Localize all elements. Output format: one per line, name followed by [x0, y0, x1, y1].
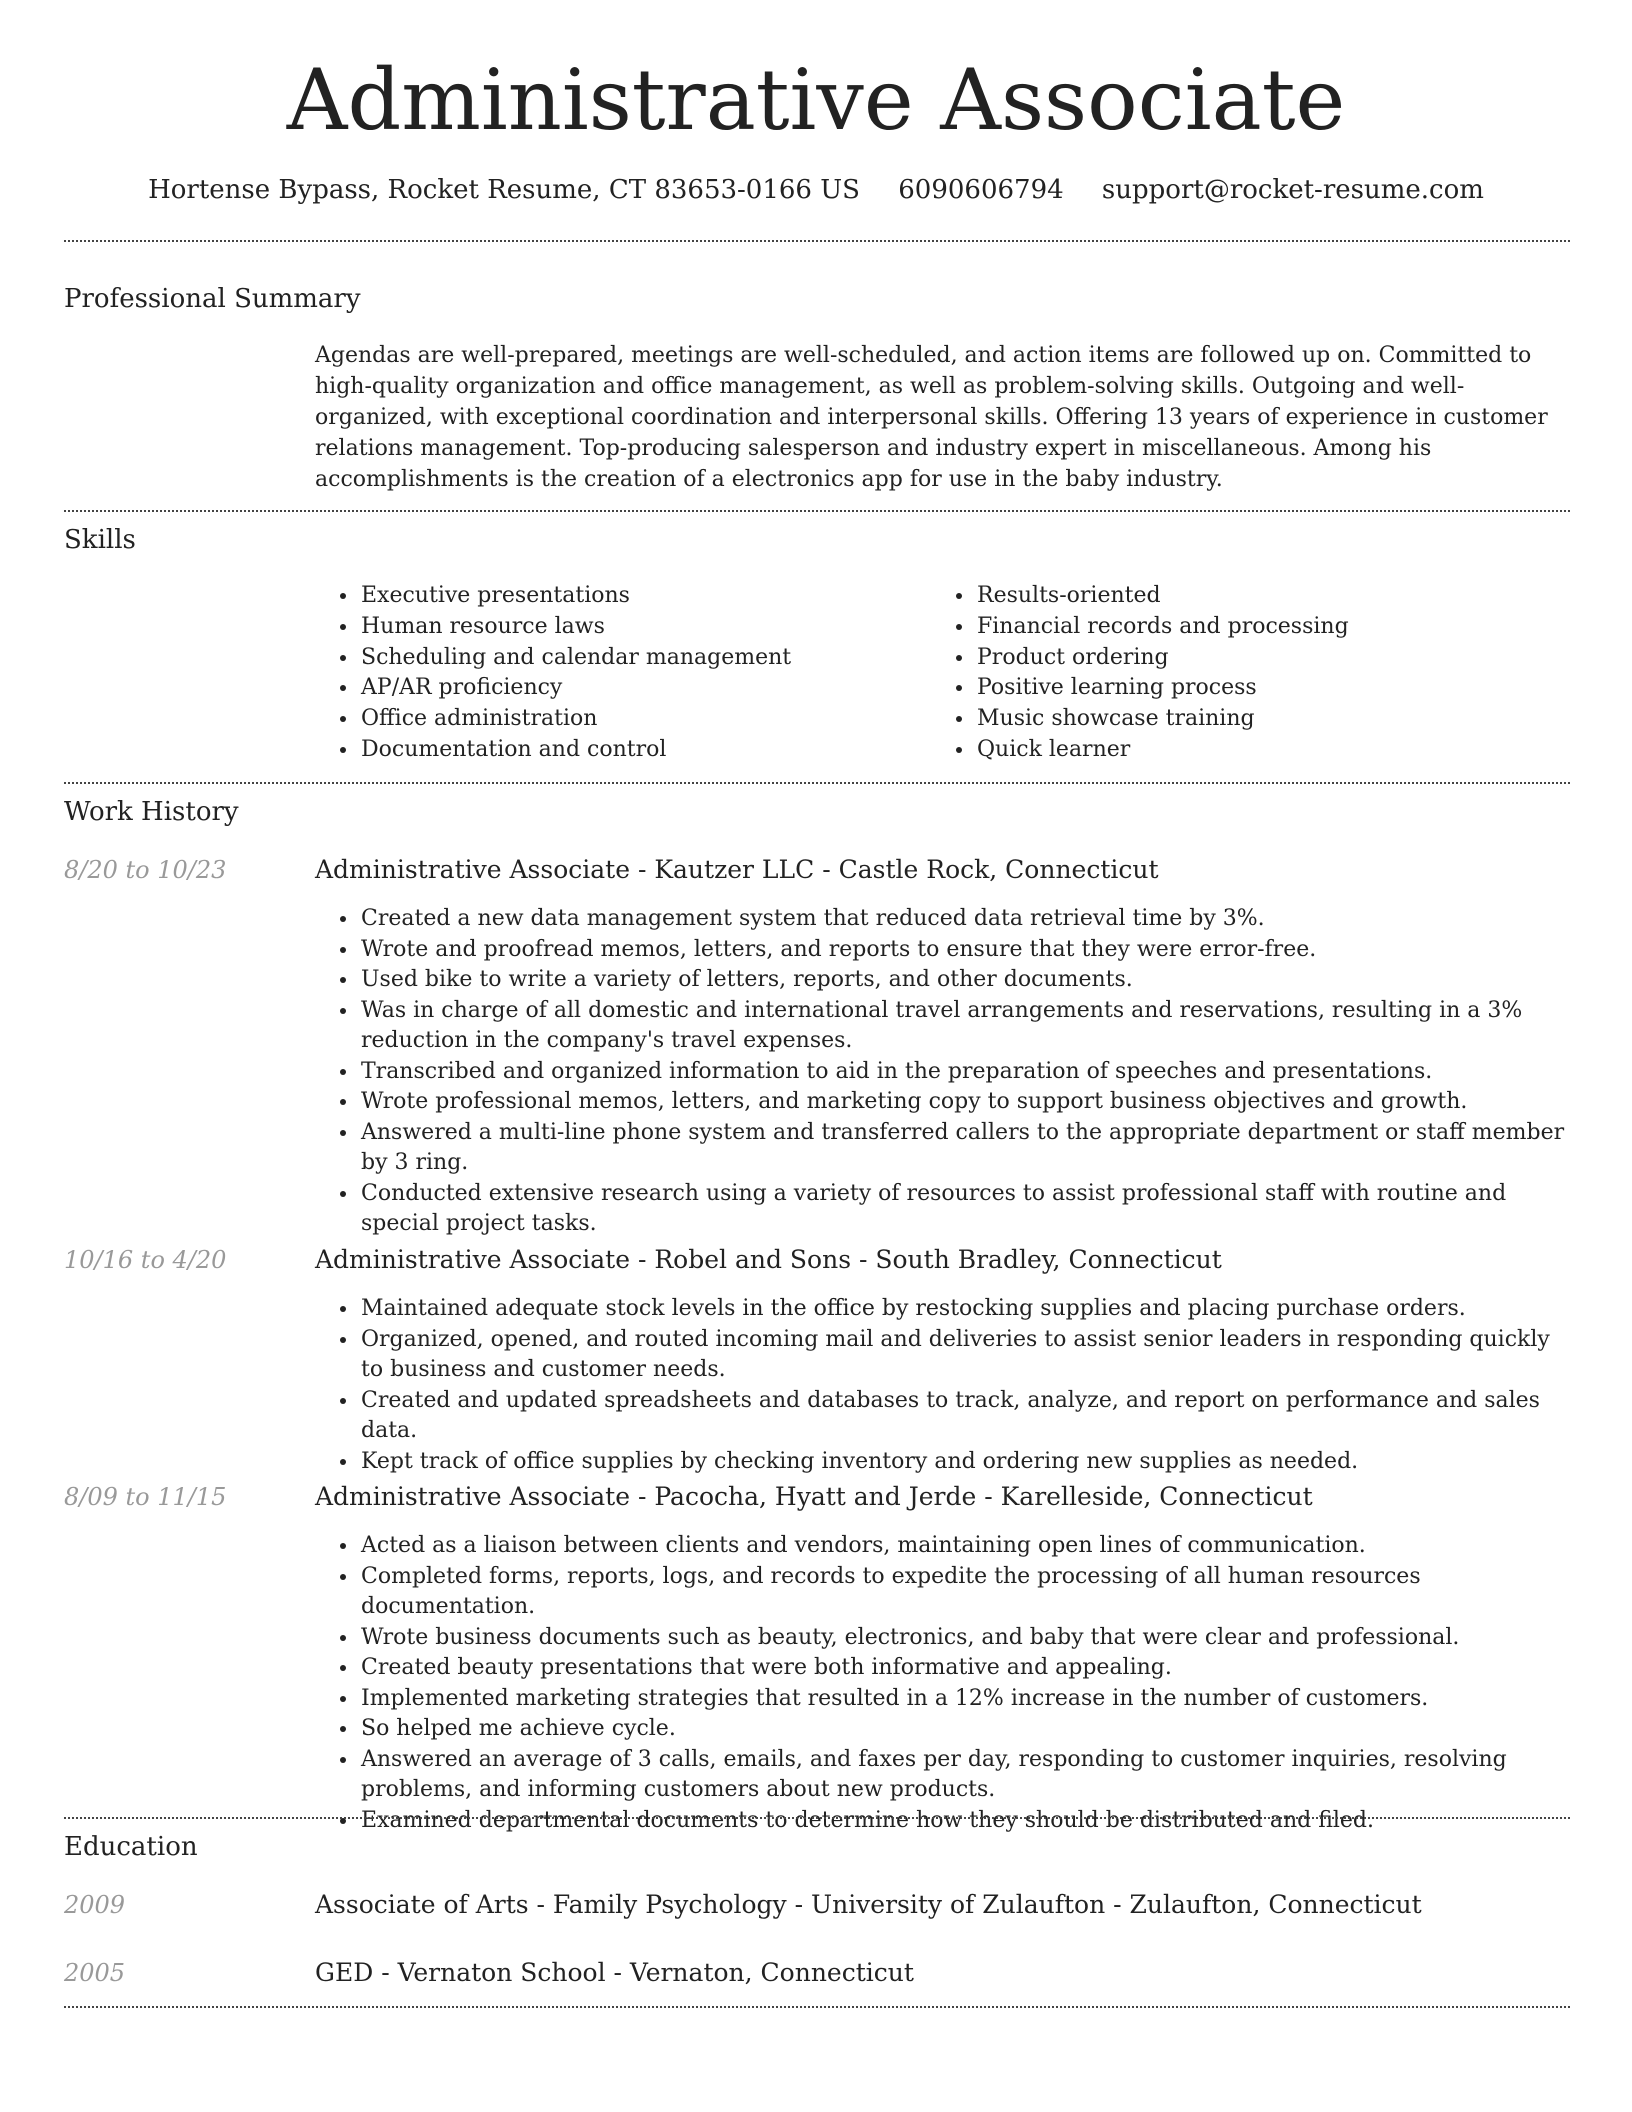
summary-text: Agendas are well-prepared, meetings are well-scheduled, and action items are followed up on. Committed to high-quality organization and office management, as well as problem-solving skills. Outgoing and well-organized, with exceptional coordination and interpersonal skills. Offering 13 years of experience in customer relations management. Top-producing salesperson and industry expert in miscellaneous. Among his accomplishments is the creation of a electronics app for use in the baby industry. — [315, 343, 1548, 492]
job-bullet: • Created beauty presentations that were both informative and appealing. — [359, 1653, 1565, 1684]
job-bullet: • Kept track of office supplies by checking inventory and ordering new supplies as needed. — [359, 1447, 1565, 1478]
job-bullet: • Wrote business documents such as beauty, electronics, and baby that were clear and professional. — [359, 1623, 1565, 1654]
job-bullet: • Created and updated spreadsheets and databases to track, analyze, and report on performance and sales data. — [359, 1386, 1565, 1447]
job-bullets — [315, 904, 1565, 1240]
education-title: GED - Vernaton School - Vernaton, Connecticut — [315, 1958, 914, 1987]
skill-item: • Results-oriented — [975, 581, 1547, 612]
divider — [64, 1817, 1570, 1819]
job-bullet: • Conducted extensive research using a variety of resources to assist professional staff with routine and special project tasks. — [359, 1179, 1565, 1240]
job-bullet: • Answered an average of 3 calls, emails, and faxes per day, responding to customer inquiries, resolving problems, and informing customers about new products. — [359, 1745, 1565, 1806]
job-bullet: • Wrote and proofread memos, letters, and reports to ensure that they were error-free. — [359, 935, 1565, 966]
divider — [64, 240, 1570, 242]
job-bullet: • Was in charge of all domestic and international travel arrangements and reservations, resulting in a 3% reduction in the company's travel expenses. — [359, 996, 1565, 1057]
skill-item: • Financial records and processing — [975, 612, 1547, 643]
skill-item: • Music showcase training — [975, 704, 1547, 735]
email: support@rocket-resume.com — [1101, 175, 1484, 205]
skill-item: • AP/AR proficiency — [359, 673, 931, 704]
skills-list — [315, 581, 1565, 766]
address: Hortense Bypass, Rocket Resume, CT 83653-0166 US — [148, 175, 860, 205]
job-bullet: • Maintained adequate stock levels in the office by restocking supplies and placing purchase orders. — [359, 1294, 1565, 1325]
job-title: Administrative Associate - Kautzer LLC - Castle Rock, Connecticut — [315, 855, 1159, 884]
skill-item: • Positive learning process — [975, 673, 1547, 704]
divider — [64, 2006, 1570, 2008]
job-bullet: • Created a new data management system that reduced data retrieval time by 3%. — [359, 904, 1565, 935]
job-bullet: • So helped me achieve cycle. — [359, 1714, 1565, 1745]
education-date: 2009 — [64, 1891, 126, 1919]
job-bullet: • Transcribed and organized information to aid in the preparation of speeches and presentations. — [359, 1057, 1565, 1088]
job-bullet: • Used bike to write a variety of letters, reports, and other documents. — [359, 965, 1565, 996]
section-title-skills: Skills — [64, 525, 136, 555]
divider — [64, 510, 1570, 512]
job-bullet: • Answered a multi-line phone system and transferred callers to the appropriate department or staff member by 3 ring. — [359, 1118, 1565, 1179]
education-title: Associate of Arts - Family Psychology - University of Zulaufton - Zulaufton, Connecticut — [315, 1890, 1422, 1919]
job-title: Administrative Associate - Pacocha, Hyatt and Jerde - Karelleside, Connecticut — [315, 1482, 1313, 1511]
skill-item: • Quick learner — [975, 735, 1547, 766]
job-bullet: • Acted as a liaison between clients and vendors, maintaining open lines of communication. — [359, 1531, 1565, 1562]
section-title-education: Education — [64, 1832, 198, 1862]
job-bullet: • Wrote professional memos, letters, and marketing copy to support business objectives and growth. — [359, 1087, 1565, 1118]
job-bullet: • Completed forms, reports, logs, and records to expedite the processing of all human resources documentation. — [359, 1562, 1565, 1623]
skill-item: • Product ordering — [975, 643, 1547, 674]
job-bullet: • Implemented marketing strategies that resulted in a 12% increase in the number of customers. — [359, 1684, 1565, 1715]
skill-item: • Scheduling and calendar management — [359, 643, 931, 674]
divider — [64, 782, 1570, 784]
section-title-work: Work History — [64, 797, 239, 827]
job-bullets — [315, 1294, 1565, 1477]
skill-item: • Executive presentations — [359, 581, 931, 612]
skills-column-right — [931, 581, 1547, 766]
phone: 6090606794 — [898, 175, 1064, 205]
job-date: 8/09 to 11/15 — [64, 1483, 227, 1511]
job-title: Administrative Associate - Robel and Sons - South Bradley, Connecticut — [315, 1245, 1222, 1274]
job-date: 10/16 to 4/20 — [64, 1246, 227, 1274]
job-bullet: • Organized, opened, and routed incoming mail and deliveries to assist senior leaders in responding quickly to business and customer needs. — [359, 1325, 1565, 1386]
contact-line — [0, 170, 1632, 210]
job-bullets — [315, 1531, 1565, 1836]
job-bullet: • Examined departmental documents to determine how they should be distributed and filed. — [359, 1806, 1565, 1837]
skill-item: • Documentation and control — [359, 735, 931, 766]
section-title-summary: Professional Summary — [64, 284, 361, 314]
candidate-name: Administrative Associate — [286, 51, 1346, 149]
job-date: 8/20 to 10/23 — [64, 856, 227, 884]
skill-item: • Office administration — [359, 704, 931, 735]
education-date: 2005 — [64, 1959, 126, 1987]
skills-column-left — [315, 581, 931, 766]
skill-item: • Human resource laws — [359, 612, 931, 643]
